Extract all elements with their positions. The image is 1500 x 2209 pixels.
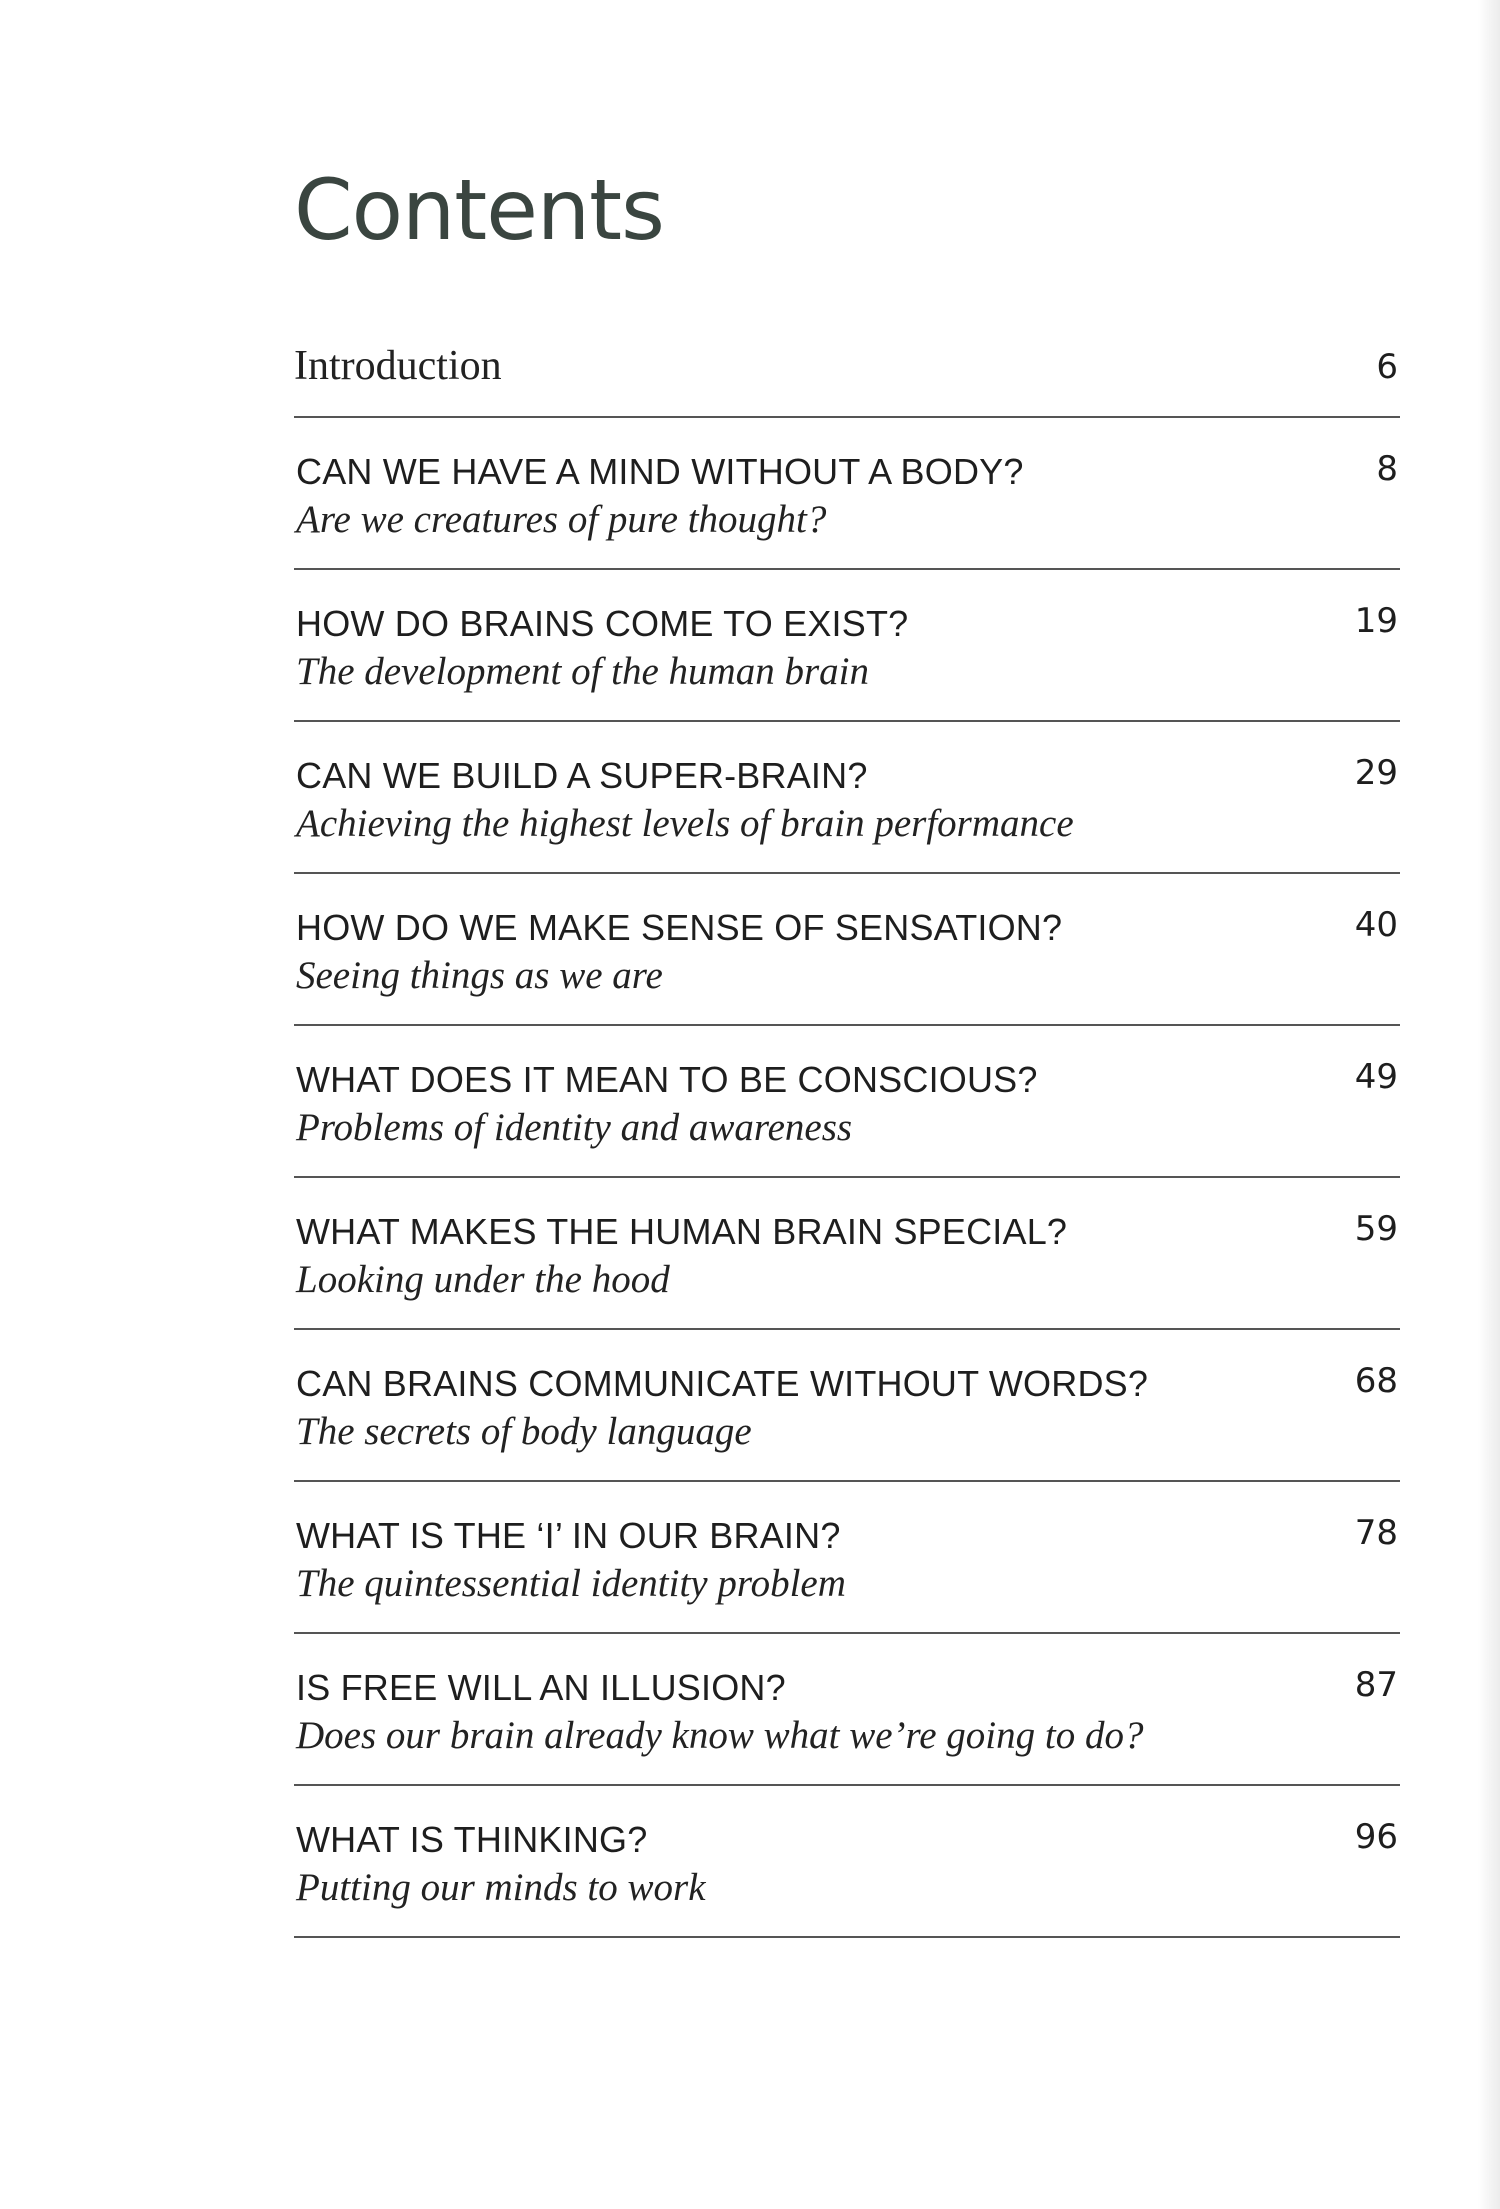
toc-entry[interactable]: [294, 1178, 1400, 1330]
toc-chapter-subtitle: Are we creatures of pure thought?: [296, 498, 827, 541]
toc-page-number: 96: [1354, 1817, 1398, 1857]
toc-chapter-heading: WHAT DOES IT MEAN TO BE CONSCIOUS?: [296, 1059, 1038, 1100]
toc-chapter-heading: WHAT IS THINKING?: [296, 1819, 648, 1860]
toc-chapter-subtitle: The secrets of body language: [296, 1410, 752, 1453]
toc-chapter-subtitle: Looking under the hood: [296, 1258, 670, 1301]
toc-chapter-subtitle: The quintessential identity problem: [296, 1562, 846, 1605]
toc-chapter-subtitle: Seeing things as we are: [296, 954, 663, 997]
toc-entry[interactable]: [294, 1026, 1400, 1178]
toc-chapter-heading: CAN BRAINS COMMUNICATE WITHOUT WORDS?: [296, 1363, 1149, 1404]
toc-entry[interactable]: [294, 1330, 1400, 1482]
toc-page-number: 59: [1354, 1209, 1398, 1249]
toc-entry[interactable]: [294, 1786, 1400, 1938]
toc-page-number: 8: [1376, 449, 1398, 489]
toc-chapter-subtitle: Achieving the highest levels of brain performance: [296, 802, 1074, 845]
toc-chapter-heading: CAN WE HAVE A MIND WITHOUT A BODY?: [296, 451, 1024, 492]
toc-chapter-heading: WHAT IS THE ‘I’ IN OUR BRAIN?: [296, 1515, 841, 1556]
toc-page-number: 87: [1354, 1665, 1398, 1705]
page-title: Contents: [294, 161, 664, 259]
table-of-contents: [294, 330, 1400, 1938]
toc-page-number: 78: [1354, 1513, 1398, 1553]
toc-entry[interactable]: [294, 1634, 1400, 1786]
toc-chapter-subtitle: Problems of identity and awareness: [296, 1106, 853, 1149]
toc-chapter-heading: HOW DO WE MAKE SENSE OF SENSATION?: [296, 907, 1063, 948]
toc-page-number: 29: [1354, 753, 1398, 793]
toc-chapter-heading: CAN WE BUILD A SUPER-BRAIN?: [296, 755, 868, 796]
toc-entry-label: Introduction: [294, 343, 502, 389]
toc-entry-introduction[interactable]: [294, 330, 1400, 418]
toc-entry[interactable]: [294, 1482, 1400, 1634]
toc-chapter-heading: IS FREE WILL AN ILLUSION?: [296, 1667, 786, 1708]
toc-chapter-subtitle: Putting our minds to work: [296, 1866, 706, 1909]
toc-entry[interactable]: [294, 570, 1400, 722]
toc-page-number: 49: [1354, 1057, 1398, 1097]
toc-chapter-heading: HOW DO BRAINS COME TO EXIST?: [296, 603, 909, 644]
toc-entry[interactable]: [294, 874, 1400, 1026]
toc-entry[interactable]: [294, 722, 1400, 874]
toc-chapter-subtitle: The development of the human brain: [296, 650, 869, 693]
toc-page-number: 6: [1376, 347, 1398, 387]
toc-chapter-heading: WHAT MAKES THE HUMAN BRAIN SPECIAL?: [296, 1211, 1068, 1252]
toc-page-number: 40: [1354, 905, 1398, 945]
toc-page-number: 68: [1354, 1361, 1398, 1401]
toc-chapter-subtitle: Does our brain already know what we’re going to do?: [296, 1714, 1144, 1757]
toc-page-number: 19: [1354, 601, 1398, 641]
toc-entry[interactable]: [294, 418, 1400, 570]
page-edge-shadow: [1478, 0, 1500, 2209]
